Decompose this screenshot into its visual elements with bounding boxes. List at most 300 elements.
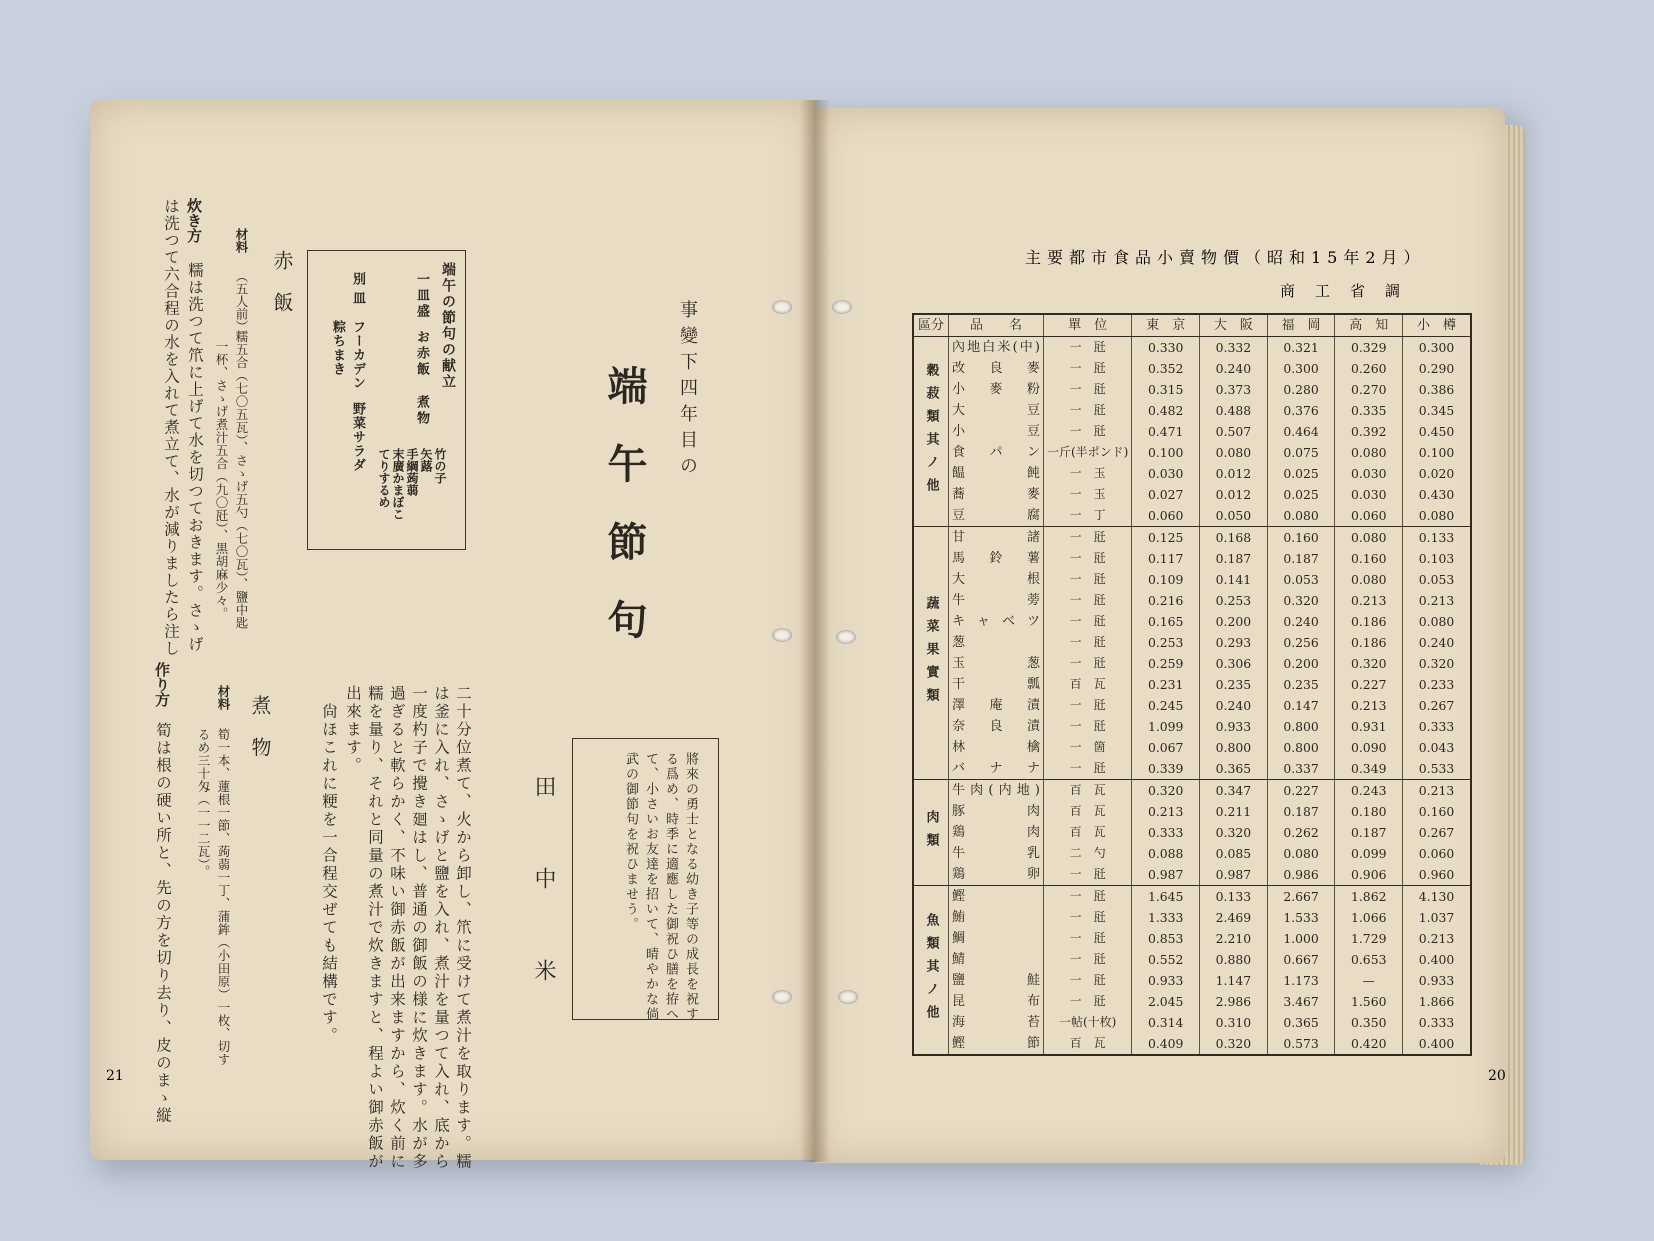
price-cell: 0.187: [1200, 548, 1268, 569]
note-line: 將來の勇士となる幼き子等の成長を祝す: [683, 752, 698, 1022]
price-cell: 0.333: [1132, 822, 1200, 843]
table-row: [913, 780, 1471, 802]
price-cell: 0.235: [1200, 674, 1268, 695]
table-row: [913, 716, 1471, 737]
price-cell: 0.488: [1200, 400, 1268, 421]
price-cell: 0.933: [1403, 970, 1471, 991]
price-cell: 0.300: [1267, 358, 1335, 379]
table-row: [913, 864, 1471, 886]
header-cell: 單 位: [1044, 314, 1132, 337]
body-line: 一度杓子で攪き廻はし、普通の御飯の様に炊きます。水が多: [410, 685, 428, 1171]
binding-hole: [772, 300, 792, 314]
price-cell: 0.335: [1335, 400, 1403, 421]
item-name-cell: 內地白米(中): [949, 337, 1044, 359]
category-cell: 魚類其ノ他: [913, 886, 949, 1056]
menu-heading: 端午の節句の献立: [440, 262, 456, 390]
article-series: 事變下四年目の: [677, 300, 698, 482]
item-name-cell: 奈良漬: [949, 716, 1044, 737]
table-row: [913, 801, 1471, 822]
price-cell: 0.080: [1403, 611, 1471, 632]
price-cell: 1.533: [1267, 907, 1335, 928]
table-row: [913, 928, 1471, 949]
binding-hole: [772, 990, 792, 1004]
item-name-cell: 干瓢: [949, 674, 1044, 695]
price-cell: 0.213: [1335, 695, 1403, 716]
price-cell: 0.240: [1403, 632, 1471, 653]
price-cell: 0.227: [1335, 674, 1403, 695]
item-name-cell: 鰹節: [949, 1033, 1044, 1055]
price-cell: 0.211: [1200, 801, 1268, 822]
price-cell: 0.053: [1267, 569, 1335, 590]
price-cell: 1.099: [1132, 716, 1200, 737]
price-cell: 0.067: [1132, 737, 1200, 758]
table-row: [913, 907, 1471, 928]
unit-cell: 一 瓩: [1044, 358, 1132, 379]
body-line: 出來ます。: [344, 685, 362, 775]
method-label: 作り方: [153, 662, 171, 707]
price-cell: 0.315: [1132, 379, 1200, 400]
price-cell: 0.320: [1267, 590, 1335, 611]
table-row: [913, 611, 1471, 632]
price-cell: 0.314: [1132, 1012, 1200, 1033]
item-name-cell: 鹽鮭: [949, 970, 1044, 991]
method-line: は洗つて六合程の水を入れて煮立て、水が減りましたら注し: [162, 198, 180, 657]
price-cell: 0.349: [1335, 758, 1403, 780]
price-cell: 0.482: [1132, 400, 1200, 421]
header-cell: 東 京: [1132, 314, 1200, 337]
price-cell: 0.053: [1403, 569, 1471, 590]
price-cell: 0.180: [1335, 801, 1403, 822]
price-cell: 0.386: [1403, 379, 1471, 400]
price-cell: 0.253: [1132, 632, 1200, 653]
binding-hole: [836, 630, 856, 644]
header-cell: 大 阪: [1200, 314, 1268, 337]
unit-cell: 一 瓩: [1044, 864, 1132, 886]
price-cell: 0.267: [1403, 822, 1471, 843]
price-cell: 0.392: [1335, 421, 1403, 442]
price-cell: 0.030: [1132, 463, 1200, 484]
price-cell: —: [1335, 970, 1403, 991]
unit-cell: 一帖(十枚): [1044, 1012, 1132, 1033]
price-cell: 0.240: [1200, 358, 1268, 379]
table-row: [913, 379, 1471, 400]
price-cell: 0.213: [1132, 801, 1200, 822]
unit-cell: 一 瓩: [1044, 970, 1132, 991]
table-row: [913, 1012, 1471, 1033]
price-table: [912, 313, 1472, 1056]
unit-cell: 一 瓩: [1044, 632, 1132, 653]
item-name-cell: 馬鈴薯: [949, 548, 1044, 569]
price-cell: 0.267: [1403, 695, 1471, 716]
price-cell: 0.080: [1335, 569, 1403, 590]
material-line: 筍一本、蓮根一節、蒟蒻一丁、蒲鉾（小田原）一枚、切す: [216, 728, 231, 1066]
price-cell: 0.321: [1267, 337, 1335, 359]
unit-cell: 一 玉: [1044, 484, 1132, 505]
price-cell: 0.800: [1267, 737, 1335, 758]
price-cell: 0.027: [1132, 484, 1200, 505]
price-cell: 0.080: [1335, 527, 1403, 549]
price-cell: 0.320: [1335, 653, 1403, 674]
header-cell: 小 樽: [1403, 314, 1471, 337]
price-cell: 0.320: [1403, 653, 1471, 674]
price-cell: 0.987: [1132, 864, 1200, 886]
category-cell: 穀菽類其ノ他: [913, 337, 949, 527]
menu-item: 煮物: [414, 395, 429, 427]
price-cell: 0.012: [1200, 463, 1268, 484]
item-name-cell: 鯛: [949, 928, 1044, 949]
price-cell: 0.186: [1335, 611, 1403, 632]
price-cell: 0.160: [1403, 801, 1471, 822]
price-cell: 0.330: [1132, 337, 1200, 359]
table-source: 商工省調: [1280, 282, 1421, 300]
price-cell: 1.066: [1335, 907, 1403, 928]
table-row: [913, 527, 1471, 549]
unit-cell: 一斤(半ポンド): [1044, 442, 1132, 463]
price-cell: 0.365: [1200, 758, 1268, 780]
price-cell: 0.320: [1200, 1033, 1268, 1055]
price-cell: 0.060: [1335, 505, 1403, 527]
price-cell: 1.037: [1403, 907, 1471, 928]
price-cell: 0.339: [1132, 758, 1200, 780]
price-cell: 0.306: [1200, 653, 1268, 674]
price-cell: 0.464: [1267, 421, 1335, 442]
price-cell: 1.560: [1335, 991, 1403, 1012]
item-name-cell: 鯖: [949, 949, 1044, 970]
price-cell: 1.862: [1335, 886, 1403, 908]
price-cell: 0.187: [1335, 822, 1403, 843]
price-cell: 0.100: [1132, 442, 1200, 463]
price-cell: 0.880: [1200, 949, 1268, 970]
table-row: [913, 674, 1471, 695]
price-cell: 0.060: [1132, 505, 1200, 527]
unit-cell: 一 瓩: [1044, 527, 1132, 549]
price-cell: 0.200: [1200, 611, 1268, 632]
body-line: 糯を量り、それと同量の煮汁で炊きますと、程よい御赤飯が: [366, 685, 384, 1171]
table-row: [913, 632, 1471, 653]
price-cell: 0.231: [1132, 674, 1200, 695]
table-row: [913, 949, 1471, 970]
price-cell: 0.450: [1403, 421, 1471, 442]
table-row: [913, 569, 1471, 590]
unit-cell: 一 丁: [1044, 505, 1132, 527]
unit-cell: 一 瓩: [1044, 548, 1132, 569]
unit-cell: 一 瓩: [1044, 949, 1132, 970]
table-row: [913, 695, 1471, 716]
price-cell: 0.347: [1200, 780, 1268, 802]
item-name-cell: 改良麥: [949, 358, 1044, 379]
book-gutter: [800, 100, 830, 1162]
item-name-cell: 鶏肉: [949, 822, 1044, 843]
price-cell: 0.245: [1132, 695, 1200, 716]
table-row: [913, 886, 1471, 908]
price-cell: 0.109: [1132, 569, 1200, 590]
price-cell: 0.471: [1132, 421, 1200, 442]
price-cell: 0.365: [1267, 1012, 1335, 1033]
table-row: [913, 484, 1471, 505]
price-cell: 0.345: [1403, 400, 1471, 421]
item-name-cell: 甘諸: [949, 527, 1044, 549]
table-row: [913, 358, 1471, 379]
item-name-cell: 鶏卵: [949, 864, 1044, 886]
item-name-cell: 小豆: [949, 421, 1044, 442]
price-cell: 0.043: [1403, 737, 1471, 758]
item-name-cell: 豚肉: [949, 801, 1044, 822]
body-line: は釜に入れ、さゝげと鹽を入れ、煮汁を量つて入れ、底から: [432, 685, 450, 1171]
price-cell: 0.280: [1267, 379, 1335, 400]
section-title-sekihan: 赤飯: [270, 250, 294, 334]
price-cell: 0.085: [1200, 843, 1268, 864]
header-cell: 福 岡: [1267, 314, 1335, 337]
price-cell: 0.088: [1132, 843, 1200, 864]
price-cell: 0.025: [1267, 463, 1335, 484]
unit-cell: 一 瓩: [1044, 907, 1132, 928]
unit-cell: 百 瓦: [1044, 674, 1132, 695]
table-row: [913, 1033, 1471, 1055]
price-cell: 0.256: [1267, 632, 1335, 653]
table-row: [913, 442, 1471, 463]
price-cell: 0.960: [1403, 864, 1471, 886]
price-cell: 1.729: [1335, 928, 1403, 949]
price-cell: 1.333: [1132, 907, 1200, 928]
price-cell: 0.906: [1335, 864, 1403, 886]
unit-cell: 一 瓩: [1044, 421, 1132, 442]
price-cell: 1.645: [1132, 886, 1200, 908]
price-cell: 0.507: [1200, 421, 1268, 442]
page-number-left: 21: [106, 1068, 124, 1084]
unit-cell: 一 瓩: [1044, 758, 1132, 780]
item-name-cell: 食パン: [949, 442, 1044, 463]
item-name-cell: 大豆: [949, 400, 1044, 421]
price-cell: 0.103: [1403, 548, 1471, 569]
unit-cell: 百 瓦: [1044, 801, 1132, 822]
price-cell: 0.320: [1200, 822, 1268, 843]
item-name-cell: 小麥粉: [949, 379, 1044, 400]
binding-hole: [832, 300, 852, 314]
price-cell: 0.099: [1335, 843, 1403, 864]
price-cell: 1.000: [1267, 928, 1335, 949]
price-cell: 0.080: [1200, 442, 1268, 463]
table-row: [913, 970, 1471, 991]
unit-cell: 一 瓩: [1044, 695, 1132, 716]
price-cell: 0.080: [1267, 505, 1335, 527]
item-name-cell: 葱: [949, 632, 1044, 653]
unit-cell: 百 瓦: [1044, 780, 1132, 802]
table-row: [913, 991, 1471, 1012]
method-line: 筍は根の硬い所と、先の方を切り去り、皮のまゝ縦: [154, 722, 172, 1125]
price-cell: 3.467: [1267, 991, 1335, 1012]
unit-cell: 一 瓩: [1044, 653, 1132, 674]
price-cell: 0.533: [1403, 758, 1471, 780]
price-cell: 0.262: [1267, 822, 1335, 843]
price-cell: 0.125: [1132, 527, 1200, 549]
price-cell: 0.235: [1267, 674, 1335, 695]
material-label: 材料: [234, 228, 249, 253]
price-cell: 0.420: [1335, 1033, 1403, 1055]
article-title: 端午節句: [601, 365, 648, 677]
table-row: [913, 421, 1471, 442]
item-name-cell: 澤庵漬: [949, 695, 1044, 716]
price-cell: 0.352: [1132, 358, 1200, 379]
unit-cell: 一 瓩: [1044, 379, 1132, 400]
menu-label: 一皿盛: [414, 272, 429, 320]
method-label: 炊き方: [185, 198, 203, 243]
price-cell: 0.931: [1335, 716, 1403, 737]
table-row: [913, 505, 1471, 527]
item-name-cell: 大根: [949, 569, 1044, 590]
table-title: 主要都市食品小賣物價（昭和15年2月）: [1025, 248, 1426, 267]
price-cell: 2.210: [1200, 928, 1268, 949]
price-cell: 0.030: [1335, 484, 1403, 505]
menu-item: フーカデン: [350, 320, 365, 390]
price-cell: 0.986: [1267, 864, 1335, 886]
price-cell: 0.240: [1267, 611, 1335, 632]
menu-subitem: 竹の子: [433, 448, 447, 484]
unit-cell: 一 瓩: [1044, 928, 1132, 949]
material-line: るめ三十匁（一一二瓦）。: [196, 728, 211, 878]
item-name-cell: 昆布: [949, 991, 1044, 1012]
price-cell: 0.133: [1200, 886, 1268, 908]
table-row: [913, 548, 1471, 569]
price-cell: 0.310: [1200, 1012, 1268, 1033]
price-cell: 0.320: [1132, 780, 1200, 802]
price-cell: 0.933: [1200, 716, 1268, 737]
unit-cell: 一 瓩: [1044, 716, 1132, 737]
price-cell: 0.050: [1200, 505, 1268, 527]
item-name-cell: 牛肉(内地): [949, 780, 1044, 802]
item-name-cell: 牛蒡: [949, 590, 1044, 611]
menu-subitem: 末廣かまぼこ: [391, 448, 405, 520]
price-cell: 0.187: [1267, 548, 1335, 569]
table-row: [913, 400, 1471, 421]
section-title-nimono: 煮物: [248, 695, 272, 779]
material-line: 糯五合（七〇五瓦）、さゝげ五勺（七〇瓦）、鹽中匙: [234, 330, 249, 630]
price-cell: 0.987: [1200, 864, 1268, 886]
price-cell: 0.060: [1403, 843, 1471, 864]
price-cell: 0.213: [1335, 590, 1403, 611]
price-cell: 0.200: [1267, 653, 1335, 674]
item-name-cell: 玉葱: [949, 653, 1044, 674]
price-cell: 0.012: [1200, 484, 1268, 505]
price-cell: 0.227: [1267, 780, 1335, 802]
price-cell: 0.333: [1403, 1012, 1471, 1033]
header-cell: 高 知: [1335, 314, 1403, 337]
unit-cell: 一 瓩: [1044, 590, 1132, 611]
note-line: て、小さいお友達を招いて、晴やかな倘: [643, 752, 658, 1022]
unit-cell: 百 瓦: [1044, 1033, 1132, 1055]
price-cell: 0.376: [1267, 400, 1335, 421]
price-cell: 0.168: [1200, 527, 1268, 549]
price-cell: 1.173: [1267, 970, 1335, 991]
price-cell: 0.293: [1200, 632, 1268, 653]
price-cell: 0.573: [1267, 1033, 1335, 1055]
item-name-cell: キャベツ: [949, 611, 1044, 632]
price-cell: 0.653: [1335, 949, 1403, 970]
category-cell: 肉類: [913, 780, 949, 886]
price-cell: 0.160: [1335, 548, 1403, 569]
price-cell: 0.329: [1335, 337, 1403, 359]
menu-subitem: 手綱蒟蒻: [405, 448, 419, 496]
binding-hole: [772, 628, 792, 642]
price-cell: 2.469: [1200, 907, 1268, 928]
price-cell: 0.080: [1335, 442, 1403, 463]
body-line: 二十分位煮て、火から卸し、笊に受けて煮汁を取ります。糯: [454, 685, 472, 1171]
price-cell: 0.133: [1403, 527, 1471, 549]
price-cell: 0.240: [1200, 695, 1268, 716]
price-cell: 0.260: [1335, 358, 1403, 379]
price-cell: 0.213: [1403, 590, 1471, 611]
menu-subitem: 矢蕗: [419, 448, 433, 472]
price-cell: 2.986: [1200, 991, 1268, 1012]
unit-cell: 百 瓦: [1044, 822, 1132, 843]
item-name-cell: 牛乳: [949, 843, 1044, 864]
price-cell: 0.350: [1335, 1012, 1403, 1033]
material-servings: （五人前）: [234, 270, 249, 333]
price-cell: 0.025: [1267, 484, 1335, 505]
price-cell: 0.300: [1403, 337, 1471, 359]
price-cell: 4.130: [1403, 886, 1471, 908]
price-cell: 1.866: [1403, 991, 1471, 1012]
price-cell: 0.853: [1132, 928, 1200, 949]
material-label: 材料: [216, 685, 231, 710]
item-name-cell: 海苔: [949, 1012, 1044, 1033]
item-name-cell: 蕎麥: [949, 484, 1044, 505]
price-cell: 0.147: [1267, 695, 1335, 716]
price-cell: 0.213: [1403, 928, 1471, 949]
header-cell: 區分: [913, 314, 949, 337]
table-row: [913, 590, 1471, 611]
price-cell: 0.233: [1403, 674, 1471, 695]
unit-cell: 一 玉: [1044, 463, 1132, 484]
table-header: [913, 314, 1471, 337]
unit-cell: 一 瓩: [1044, 611, 1132, 632]
price-cell: 0.075: [1267, 442, 1335, 463]
item-name-cell: 林檎: [949, 737, 1044, 758]
item-name-cell: バナナ: [949, 758, 1044, 780]
article-author: 田中米: [531, 775, 556, 1051]
item-name-cell: 鰹: [949, 886, 1044, 908]
unit-cell: 二 勺: [1044, 843, 1132, 864]
table-row: [913, 843, 1471, 864]
item-name-cell: 豆腐: [949, 505, 1044, 527]
body-line: 過ぎると軟らかく、不味い御赤飯が出来ますから、炊く前に: [388, 685, 406, 1171]
price-cell: 2.667: [1267, 886, 1335, 908]
price-cell: 0.270: [1335, 379, 1403, 400]
unit-cell: 一 瓩: [1044, 991, 1132, 1012]
price-cell: 0.216: [1132, 590, 1200, 611]
table-body: [913, 337, 1471, 1056]
price-cell: 0.253: [1200, 590, 1268, 611]
price-cell: 0.933: [1132, 970, 1200, 991]
unit-cell: 一 箇: [1044, 737, 1132, 758]
price-cell: 0.117: [1132, 548, 1200, 569]
price-cell: 0.090: [1335, 737, 1403, 758]
price-cell: 0.373: [1200, 379, 1268, 400]
table-row: [913, 737, 1471, 758]
table-row: [913, 463, 1471, 484]
price-cell: 0.186: [1335, 632, 1403, 653]
material-line: 一杯、さゝげ煮汁五合（九〇瓩）、黒胡麻少々。: [214, 340, 229, 620]
menu-item: お赤飯: [414, 330, 429, 378]
price-cell: 0.667: [1267, 949, 1335, 970]
price-cell: 0.243: [1335, 780, 1403, 802]
note-line: 武の御節句を祝ひませう。: [623, 752, 638, 932]
price-cell: 2.045: [1132, 991, 1200, 1012]
price-cell: 0.800: [1200, 737, 1268, 758]
price-cell: 0.160: [1267, 527, 1335, 549]
price-cell: 0.187: [1267, 801, 1335, 822]
price-cell: 0.552: [1132, 949, 1200, 970]
method-line: 糯は洗つて笊に上げて水を切つておきます。さゝげ: [186, 262, 204, 653]
